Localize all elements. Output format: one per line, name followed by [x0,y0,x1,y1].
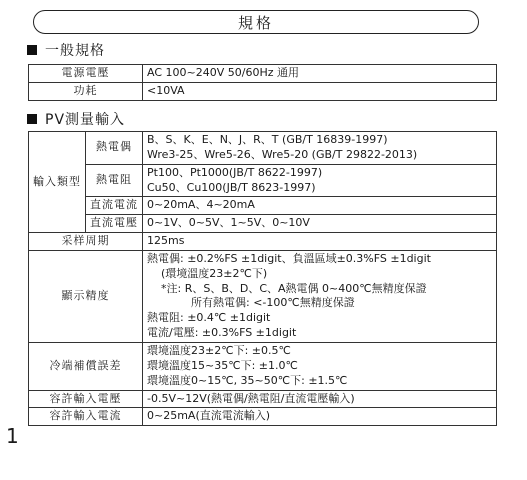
spec-value: AC 100~240V 50/60Hz 通用 [143,65,497,83]
square-bullet-icon [27,114,37,124]
allow-current-value: 0~25mA(直流電流輸入) [143,408,497,426]
thermocouple-value [143,132,497,165]
dc-current-value: 0~20mA、4~20mA [143,197,497,215]
pv-input-heading-text: PV測量輸入 [45,112,126,128]
value-line: 熱電偶: ±0.2%FS ±1digit、負溫區域±0.3%FS ±1digit [147,251,431,265]
sampling-value: 125ms [143,233,497,251]
table-row [29,390,497,408]
spec-label: 功耗 [29,82,143,100]
table-row [29,197,497,215]
spec-title: 規格 [237,13,274,32]
value-line: 環境溫度0~15℃, 35~50℃下: ±1.5℃ [147,373,348,387]
accuracy-label: 顯示精度 [29,250,143,342]
spec-label: 電源電壓 [29,65,143,83]
general-spec-table [28,64,497,101]
cjc-label: 冷端補償誤差 [29,342,143,390]
allow-voltage-label: 容許輸入電壓 [29,390,143,408]
table-row [29,342,497,390]
value-line: 環境溫度23±2℃下: ±0.5℃ [147,343,291,357]
table-row [29,250,497,342]
value-line: B、S、K、E、N、J、R、T (GB/T 16839-1997) [147,133,388,146]
value-line: Pt100、Pt1000(JB/T 8622-1997) [147,165,323,179]
value-line: 環境溫度15~35℃下: ±1.0℃ [147,358,298,372]
value-line: 所有熱電偶: <-100℃無精度保證 [191,296,355,310]
value-line: 熱電阻: ±0.4℃ ±1digit [147,311,271,325]
table-row [29,215,497,233]
table-row [29,233,497,251]
allow-voltage-value: -0.5V~12V(熱電偶/熱電阻/直流電壓輸入) [143,390,497,408]
table-row [29,132,497,165]
square-bullet-icon [27,45,37,55]
spec-title-banner [33,10,479,34]
dc-voltage-label: 直流電壓 [86,215,143,233]
page-number: 1 [6,424,19,448]
value-line: 電流/電壓: ±0.3%FS ±1digit [147,326,297,340]
table-row [29,408,497,426]
spec-value: <10VA [143,82,497,100]
general-spec-heading-text: 一般規格 [45,43,105,59]
dc-voltage-value: 0~1V、0~5V、1~5V、0~10V [143,215,497,233]
table-row [29,65,497,83]
dc-current-label: 直流電流 [86,197,143,215]
input-type-label: 輸入類型 [29,132,86,233]
thermocouple-label: 熱電偶 [86,132,143,165]
general-spec-heading [27,41,105,59]
pv-input-table [28,131,497,426]
pv-input-heading [27,110,125,128]
sampling-label: 采样周期 [29,233,143,251]
allow-current-label: 容許輸入電流 [29,408,143,426]
rtd-label: 熱電阻 [86,164,143,197]
accuracy-value [143,250,497,342]
table-row [29,82,497,100]
value-line: Cu50、Cu100(JB/T 8623-1997) [147,180,316,194]
value-line: Wre3-25、Wre5-26、Wre5-20 (GB/T 29822-2013) [147,147,418,161]
rtd-value [143,164,497,197]
value-line: *注: R、S、B、D、C、A熱電偶 0~400℃無精度保證 [161,281,427,295]
value-line: (環境溫度23±2℃下) [161,266,268,280]
cjc-value [143,342,497,390]
table-row [29,164,497,197]
